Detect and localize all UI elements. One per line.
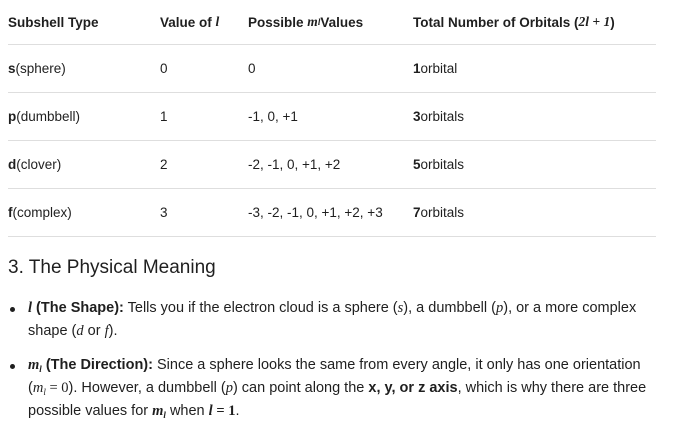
orbital-count-cell: 5 orbitals <box>413 157 465 172</box>
orbital-count-cell: 7 orbitals <box>413 205 465 220</box>
bullet-icon <box>10 307 15 312</box>
l-value-cell: 2 <box>160 157 168 172</box>
l-value-cell: 3 <box>160 205 168 220</box>
list-item: l (The Shape): Tells you if the electron cloud is a sphere (s), a dumbbell (p), or a more complex shape (d or f). <box>8 297 658 343</box>
ml-values-cell: 0 <box>248 61 256 76</box>
subshell-cell: f (complex) <box>8 205 72 220</box>
table-header-row <box>8 0 656 45</box>
orbital-table <box>8 0 656 237</box>
subshell-cell: s (sphere) <box>8 61 66 76</box>
header-possible-ml: Possible m l Values <box>248 14 364 30</box>
header-total-orbitals: Total Number of Orbitals ( 2l + 1 ) <box>413 14 615 30</box>
table-row <box>8 189 656 237</box>
table-row <box>8 141 656 189</box>
orbital-count-cell: 1 orbital <box>413 61 458 76</box>
subshell-cell: d (clover) <box>8 157 62 172</box>
ml-values-cell: -1, 0, +1 <box>248 109 298 124</box>
l-value-cell: 1 <box>160 109 168 124</box>
bullet-icon <box>10 364 15 369</box>
ml-values-cell: -2, -1, 0, +1, +2 <box>248 157 341 172</box>
table-row <box>8 93 656 141</box>
header-value-of-l: Value of l <box>160 14 220 30</box>
explanation-list <box>8 297 658 434</box>
orbital-count-cell: 3 orbitals <box>413 109 465 124</box>
table-row <box>8 45 656 93</box>
list-item: $m_l$ (The Direction): Since a sphere looks the same from every angle, it only has one orientation $(m_l = 0)$. However, a dumbbell (p) can point along the x, y, or z axis, which is why there are three possible values for $m_l$ when l = 1. <box>8 354 658 423</box>
subshell-cell: p (dumbbell) <box>8 109 81 124</box>
section-heading: 3. The Physical Meaning <box>8 257 216 278</box>
l-value-cell: 0 <box>160 61 168 76</box>
header-subshell-type: Subshell Type <box>8 14 99 30</box>
ml-values-cell: -3, -2, -1, 0, +1, +2, +3 <box>248 205 383 220</box>
